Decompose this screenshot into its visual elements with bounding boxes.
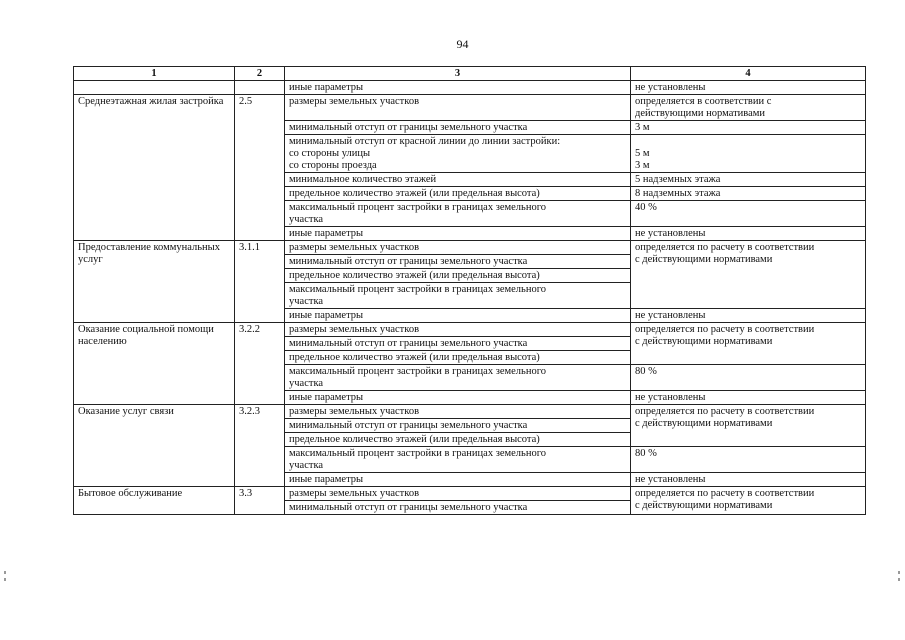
parameter-cell (285, 419, 631, 433)
table-body (74, 81, 866, 515)
land-use-name-cell: Оказание социальной помощи населению (74, 323, 235, 405)
parameter-cell (285, 405, 631, 419)
land-use-name-cell: Предоставление коммунальных услуг (74, 241, 235, 323)
parameter-cell (285, 255, 631, 269)
parameter-text: максимальный процент застройки в границах земельного (289, 284, 547, 295)
table-row (74, 95, 866, 121)
merged-value-cell (631, 323, 866, 365)
parameter-cell (285, 241, 631, 255)
parameter-text: размеры земельных участков (289, 406, 420, 417)
value-cell (631, 227, 866, 241)
parameter-text: участка (289, 460, 324, 471)
value-text: 80 % (635, 448, 657, 459)
parameter-cell (285, 487, 631, 501)
parameter-cell (285, 323, 631, 337)
parameter-cell (285, 391, 631, 405)
parameter-cell (285, 365, 631, 391)
parameter-cell (285, 337, 631, 351)
parameter-cell (285, 283, 631, 309)
parameter-text: размеры земельных участков (289, 488, 420, 499)
value-cell (631, 121, 866, 135)
parameter-text: минимальный отступ от границы земельного участка (289, 122, 528, 133)
table-row (74, 81, 866, 95)
parameter-cell (285, 447, 631, 473)
scan-mark (4, 578, 6, 581)
parameter-text: иные параметры (289, 392, 364, 403)
value-cell (631, 309, 866, 323)
value-text: 3 м (635, 160, 650, 171)
parameter-text: предельное количество этажей (или предельная высота) (289, 352, 540, 363)
parameter-text: размеры земельных участков (289, 242, 420, 253)
table-row (74, 405, 866, 419)
value-text: не установлены (635, 474, 706, 485)
merged-value-cell (631, 487, 866, 515)
land-use-name-cell: Бытовое обслуживание (74, 487, 235, 515)
value-cell (631, 95, 866, 121)
header-col-1: 1 (74, 67, 235, 81)
value-text: 8 надземных этажа (635, 188, 721, 199)
scan-mark (4, 571, 6, 574)
parameter-cell (285, 95, 631, 121)
header-col-3: 3 (285, 67, 631, 81)
value-cell (631, 135, 866, 173)
parameter-cell (285, 227, 631, 241)
parameter-text: минимальный отступ от границы земельного участка (289, 256, 528, 267)
value-text: 3 м (635, 122, 650, 133)
parameter-cell (285, 81, 631, 95)
merged-value-cell (631, 405, 866, 447)
value-cell (631, 201, 866, 227)
value-text: 40 % (635, 202, 657, 213)
zoning-parameters-table (73, 66, 866, 515)
parameter-cell (285, 433, 631, 447)
value-text: с действующими нормативами (635, 336, 773, 347)
parameter-text: иные параметры (289, 82, 364, 93)
value-text: действующими нормативами (635, 108, 766, 119)
land-use-code-cell: 3.2.2 (235, 323, 285, 405)
parameter-text: минимальный отступ от границы земельного участка (289, 338, 528, 349)
table-row (74, 323, 866, 337)
land-use-code-cell: 3.1.1 (235, 241, 285, 323)
parameter-text: максимальный процент застройки в границах земельного (289, 366, 547, 377)
parameter-text: максимальный процент застройки в границах земельного (289, 202, 547, 213)
value-text: определяется по расчету в соответствии (635, 324, 815, 335)
parameter-text: иные параметры (289, 228, 364, 239)
parameter-cell (285, 309, 631, 323)
parameter-text: участка (289, 296, 324, 307)
value-text: с действующими нормативами (635, 418, 773, 429)
value-text: не установлены (635, 228, 706, 239)
parameter-text: размеры земельных участков (289, 324, 420, 335)
parameter-text: размеры земельных участков (289, 96, 420, 107)
table-row (74, 487, 866, 501)
table-row (74, 241, 866, 255)
parameter-cell (285, 173, 631, 187)
parameter-cell (285, 121, 631, 135)
header-col-4: 4 (631, 67, 866, 81)
parameter-cell (285, 269, 631, 283)
value-cell (631, 187, 866, 201)
parameter-text: иные параметры (289, 474, 364, 485)
parameter-text: со стороны улицы (289, 148, 371, 159)
value-text (635, 136, 861, 148)
land-use-code-cell: 3.2.3 (235, 405, 285, 487)
value-text: не установлены (635, 392, 706, 403)
table-header-row (74, 67, 866, 81)
parameter-cell (285, 351, 631, 365)
value-cell (631, 365, 866, 391)
merged-value-cell (631, 241, 866, 309)
parameter-text: максимальный процент застройки в границах земельного (289, 448, 547, 459)
parameter-text: со стороны проезда (289, 160, 377, 171)
page-number: 94 (456, 37, 469, 51)
parameter-text: участка (289, 378, 324, 389)
value-cell (631, 447, 866, 473)
value-text: с действующими нормативами (635, 254, 773, 265)
parameter-text: предельное количество этажей (или предельная высота) (289, 434, 540, 445)
header-col-2: 2 (235, 67, 285, 81)
parameter-cell (285, 187, 631, 201)
parameter-text: участка (289, 214, 324, 225)
value-cell (631, 173, 866, 187)
parameter-text: предельное количество этажей (или предельная высота) (289, 270, 540, 281)
scan-mark (898, 571, 900, 574)
value-text: определяется в соответствии с (635, 96, 772, 107)
land-use-code-cell (235, 81, 285, 95)
value-text: 5 надземных этажа (635, 174, 721, 185)
value-text: определяется по расчету в соответствии (635, 242, 815, 253)
value-text: не установлены (635, 310, 706, 321)
value-text: с действующими нормативами (635, 500, 773, 511)
parameter-text: предельное количество этажей (или предельная высота) (289, 188, 540, 199)
value-cell (631, 81, 866, 95)
land-use-name-cell (74, 81, 235, 95)
value-text: определяется по расчету в соответствии (635, 406, 815, 417)
parameter-cell (285, 135, 631, 173)
parameter-cell (285, 473, 631, 487)
scan-mark (898, 578, 900, 581)
land-use-code-cell: 2.5 (235, 95, 285, 241)
parameter-cell (285, 501, 631, 515)
land-use-name-cell: Оказание услуг связи (74, 405, 235, 487)
parameter-text: иные параметры (289, 310, 364, 321)
value-text: 5 м (635, 148, 650, 159)
value-text: 80 % (635, 366, 657, 377)
value-cell (631, 391, 866, 405)
parameter-text: минимальное количество этажей (289, 174, 437, 185)
value-text: не установлены (635, 82, 706, 93)
parameter-text: минимальный отступ от границы земельного участка (289, 502, 528, 513)
value-text: определяется по расчету в соответствии (635, 488, 815, 499)
parameter-text: минимальный отступ от границы земельного участка (289, 420, 528, 431)
parameter-cell (285, 201, 631, 227)
value-cell (631, 473, 866, 487)
parameter-text: минимальный отступ от красной линии до линии застройки: (289, 136, 561, 147)
land-use-name-cell: Среднеэтажная жилая застройка (74, 95, 235, 241)
land-use-code-cell: 3.3 (235, 487, 285, 515)
